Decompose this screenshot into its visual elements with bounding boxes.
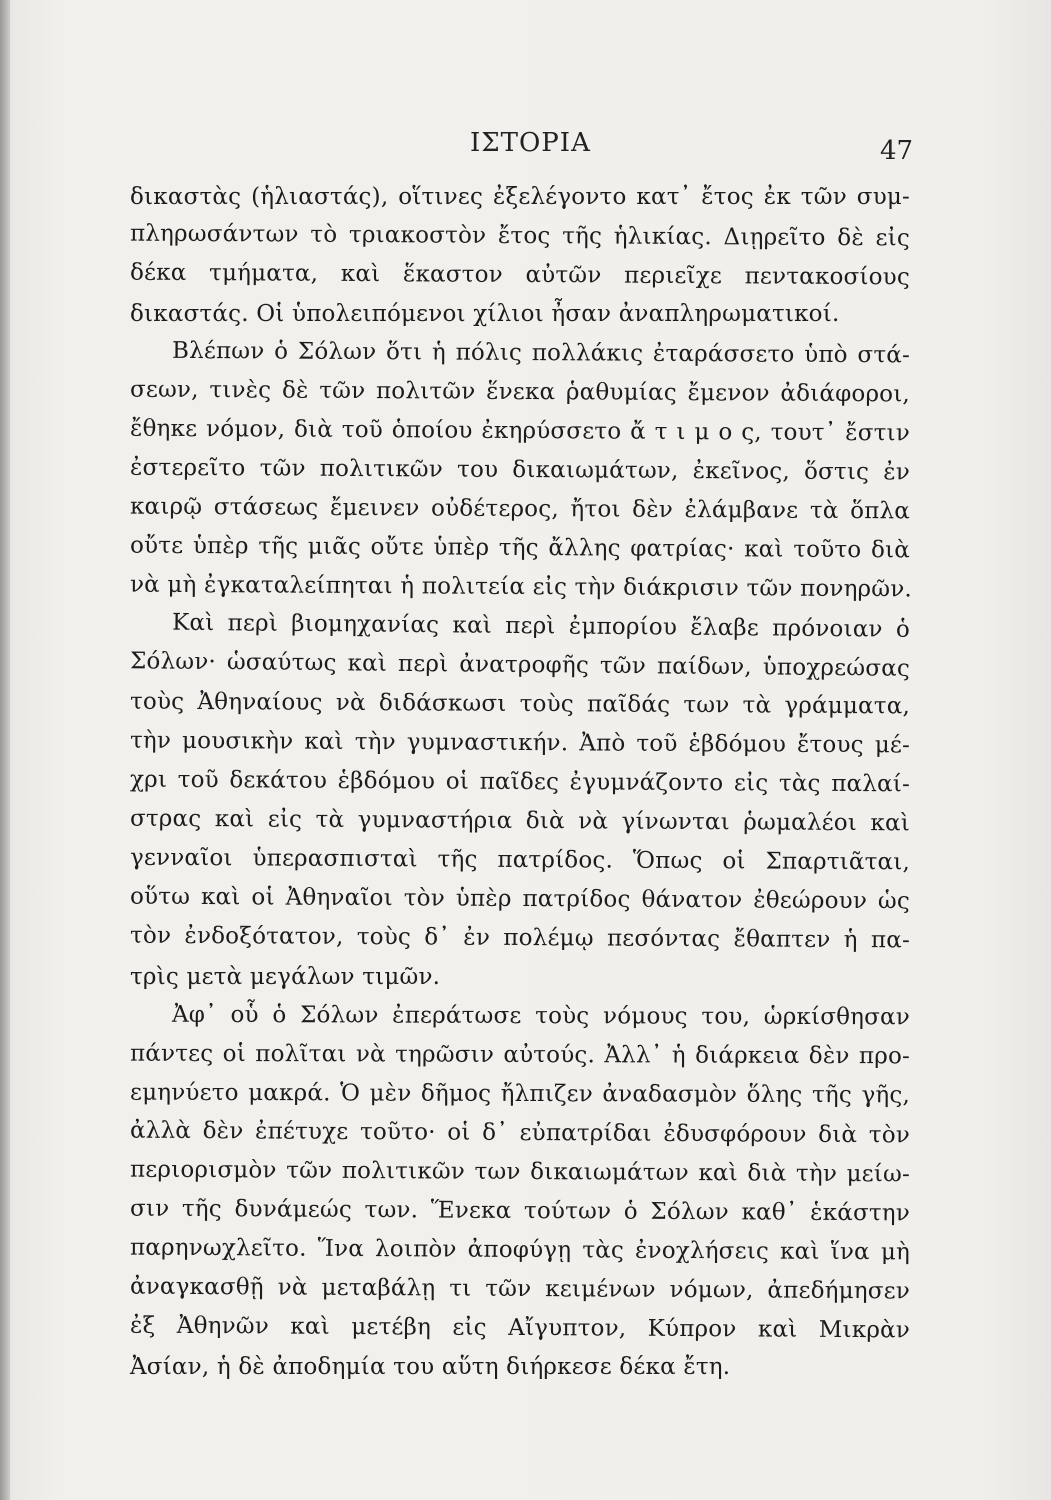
text-line: νὰ μὴ ἐγκαταλείπηται ἡ πολιτεία εἰς τὴν διάκρισιν τῶν πονηρῶν. bbox=[129, 571, 913, 603]
text-line: ἔθηκε νόμον, διὰ τοῦ ὁποίου ἐκηρύσσετο ἄ τ ι μ ο ς, τουτ᾽ ἔστιν bbox=[129, 415, 911, 447]
text-line: τὴν μουσικὴν καὶ τὴν γυμναστικήν. Ἀπὸ τοῦ ἑβδόμου ἔτους μέ- bbox=[129, 727, 911, 759]
text-line: Ἀσίαν, ἡ δὲ ἀποδημία του αὕτη διήρκεσε δέκα ἔτη. bbox=[130, 1354, 731, 1380]
text-line: εμηνύετο μακρά. Ὁ μὲν δῆμος ἤλπιζεν ἀναδασμὸν ὅλης τῆς γῆς, bbox=[129, 1079, 911, 1109]
paragraph-3 bbox=[130, 607, 910, 997]
text-line: Σόλων· ὡσαύτως καὶ περὶ ἀνατροφῆς τῶν παίδων, ὑποχρεώσας bbox=[129, 648, 911, 682]
text-line: δέκα τμήματα, καὶ ἕκαστον αὐτῶν περιεῖχε πεντακοσίους bbox=[129, 259, 911, 291]
text-line: ἀλλὰ δὲν ἐπέτυχε τοῦτο· οἱ δ᾽ εὐπατρίδαι ἐδυσφόρουν διὰ τὸν bbox=[129, 1117, 911, 1149]
text-line: σεων, τινὲς δὲ τῶν πολιτῶν ἕνεκα ῥαθυμίας ἔμενον ἀδιάφοροι, bbox=[129, 376, 911, 408]
text-line: Βλέπων ὁ Σόλων ὅτι ἡ πόλις πολλάκις ἐταράσσετο ὑπὸ στά- bbox=[171, 337, 911, 369]
body-text bbox=[129, 178, 913, 1387]
running-head bbox=[0, 128, 1051, 168]
page-binding-edge bbox=[0, 0, 10, 1500]
paragraph-2 bbox=[129, 334, 913, 607]
text-line: παρηνωχλεῖτο. Ἵνα λοιπὸν ἀποφύγῃ τὰς ἐνοχλήσεις καὶ ἵνα μὴ bbox=[129, 1234, 911, 1266]
text-line: δικαστάς. Οἱ ὑπολειπόμενοι χίλιοι ἦσαν ἀναπληρωματικοί. bbox=[130, 301, 840, 327]
text-line: οὕτω καὶ οἱ Ἀθηναῖοι τὸν ὑπὲρ πατρίδος θάνατον ἐθεώρουν ὡς bbox=[129, 883, 911, 915]
text-line: περιορισμὸν τῶν πολιτικῶν των δικαιωμάτων καὶ διὰ τὴν μείω- bbox=[129, 1156, 911, 1188]
running-title: ΙΣΤΟΡΙΑ bbox=[470, 128, 591, 158]
text-line: τὸν ἐνδοξότατον, τοὺς δ᾽ ἐν πολέμῳ πεσόντας ἔθαπτεν ἡ πα- bbox=[129, 922, 911, 954]
paragraph-4 bbox=[130, 997, 910, 1387]
text-line: ἐξ Ἀθηνῶν καὶ μετέβη εἰς Αἴγυπτον, Κύπρον καὶ Μικρὰν bbox=[129, 1312, 911, 1344]
text-line: πάντες οἱ πολῖται νὰ τηρῶσιν αὐτούς. Ἀλλ᾽ ἡ διάρκεια δὲν προ- bbox=[129, 1040, 911, 1070]
text-line: πληρωσάντων τὸ τριακοστὸν ἔτος τῆς ἡλικίας. Διῃρεῖτο δὲ εἰς bbox=[129, 220, 911, 252]
text-line: τρὶς μετὰ μεγάλων τιμῶν. bbox=[130, 964, 441, 990]
text-line: Καὶ περὶ βιομηχανίας καὶ περὶ ἐμπορίου ἔλαβε πρόνοιαν ὁ bbox=[171, 609, 911, 643]
text-line: δικαστὰς (ἡλιαστάς), οἵτινες ἐξελέγοντο κατ᾽ ἔτος ἐκ τῶν συμ- bbox=[130, 184, 910, 210]
text-line: γενναῖοι ὑπερασπισταὶ τῆς πατρίδος. Ὅπως οἱ Σπαρτιᾶται, bbox=[129, 844, 911, 876]
text-line: στρας καὶ εἰς τὰ γυμναστήρια διὰ νὰ γίνωνται ῥωμαλέοι καὶ bbox=[129, 805, 911, 837]
text-line: καιρῷ στάσεως ἔμεινεν οὐδέτερος, ἤτοι δὲν ἐλάμβανε τὰ ὅπλα bbox=[129, 493, 911, 525]
text-line: οὔτε ὑπὲρ τῆς μιᾶς οὔτε ὑπὲρ τῆς ἄλλης φατρίας· καὶ τοῦτο διὰ bbox=[129, 532, 911, 564]
text-line: Ἀφ᾽ οὗ ὁ Σόλων ἐπεράτωσε τοὺς νόμους του, ὡρκίσθησαν bbox=[171, 1001, 911, 1031]
paragraph-1 bbox=[130, 178, 910, 334]
text-line: χρι τοῦ δεκάτου ἑβδόμου οἱ παῖδες ἐγυμνάζοντο εἰς τὰς παλαί- bbox=[129, 766, 911, 798]
text-line: ἐστερεῖτο τῶν πολιτικῶν του δικαιωμάτων, ἐκεῖνος, ὅστις ἐν bbox=[129, 454, 911, 486]
page-number: 47 bbox=[880, 136, 914, 166]
text-line: τοὺς Ἀθηναίους νὰ διδάσκωσι τοὺς παῖδάς των τὰ γράμματα, bbox=[129, 688, 911, 720]
text-line: σιν τῆς δυνάμεώς των. Ἕνεκα τούτων ὁ Σόλων καθ᾽ ἑκάστην bbox=[129, 1195, 911, 1227]
text-line: ἀναγκασθῇ νὰ μεταβάλῃ τι τῶν κειμένων νόμων, ἀπεδήμησεν bbox=[129, 1273, 911, 1305]
